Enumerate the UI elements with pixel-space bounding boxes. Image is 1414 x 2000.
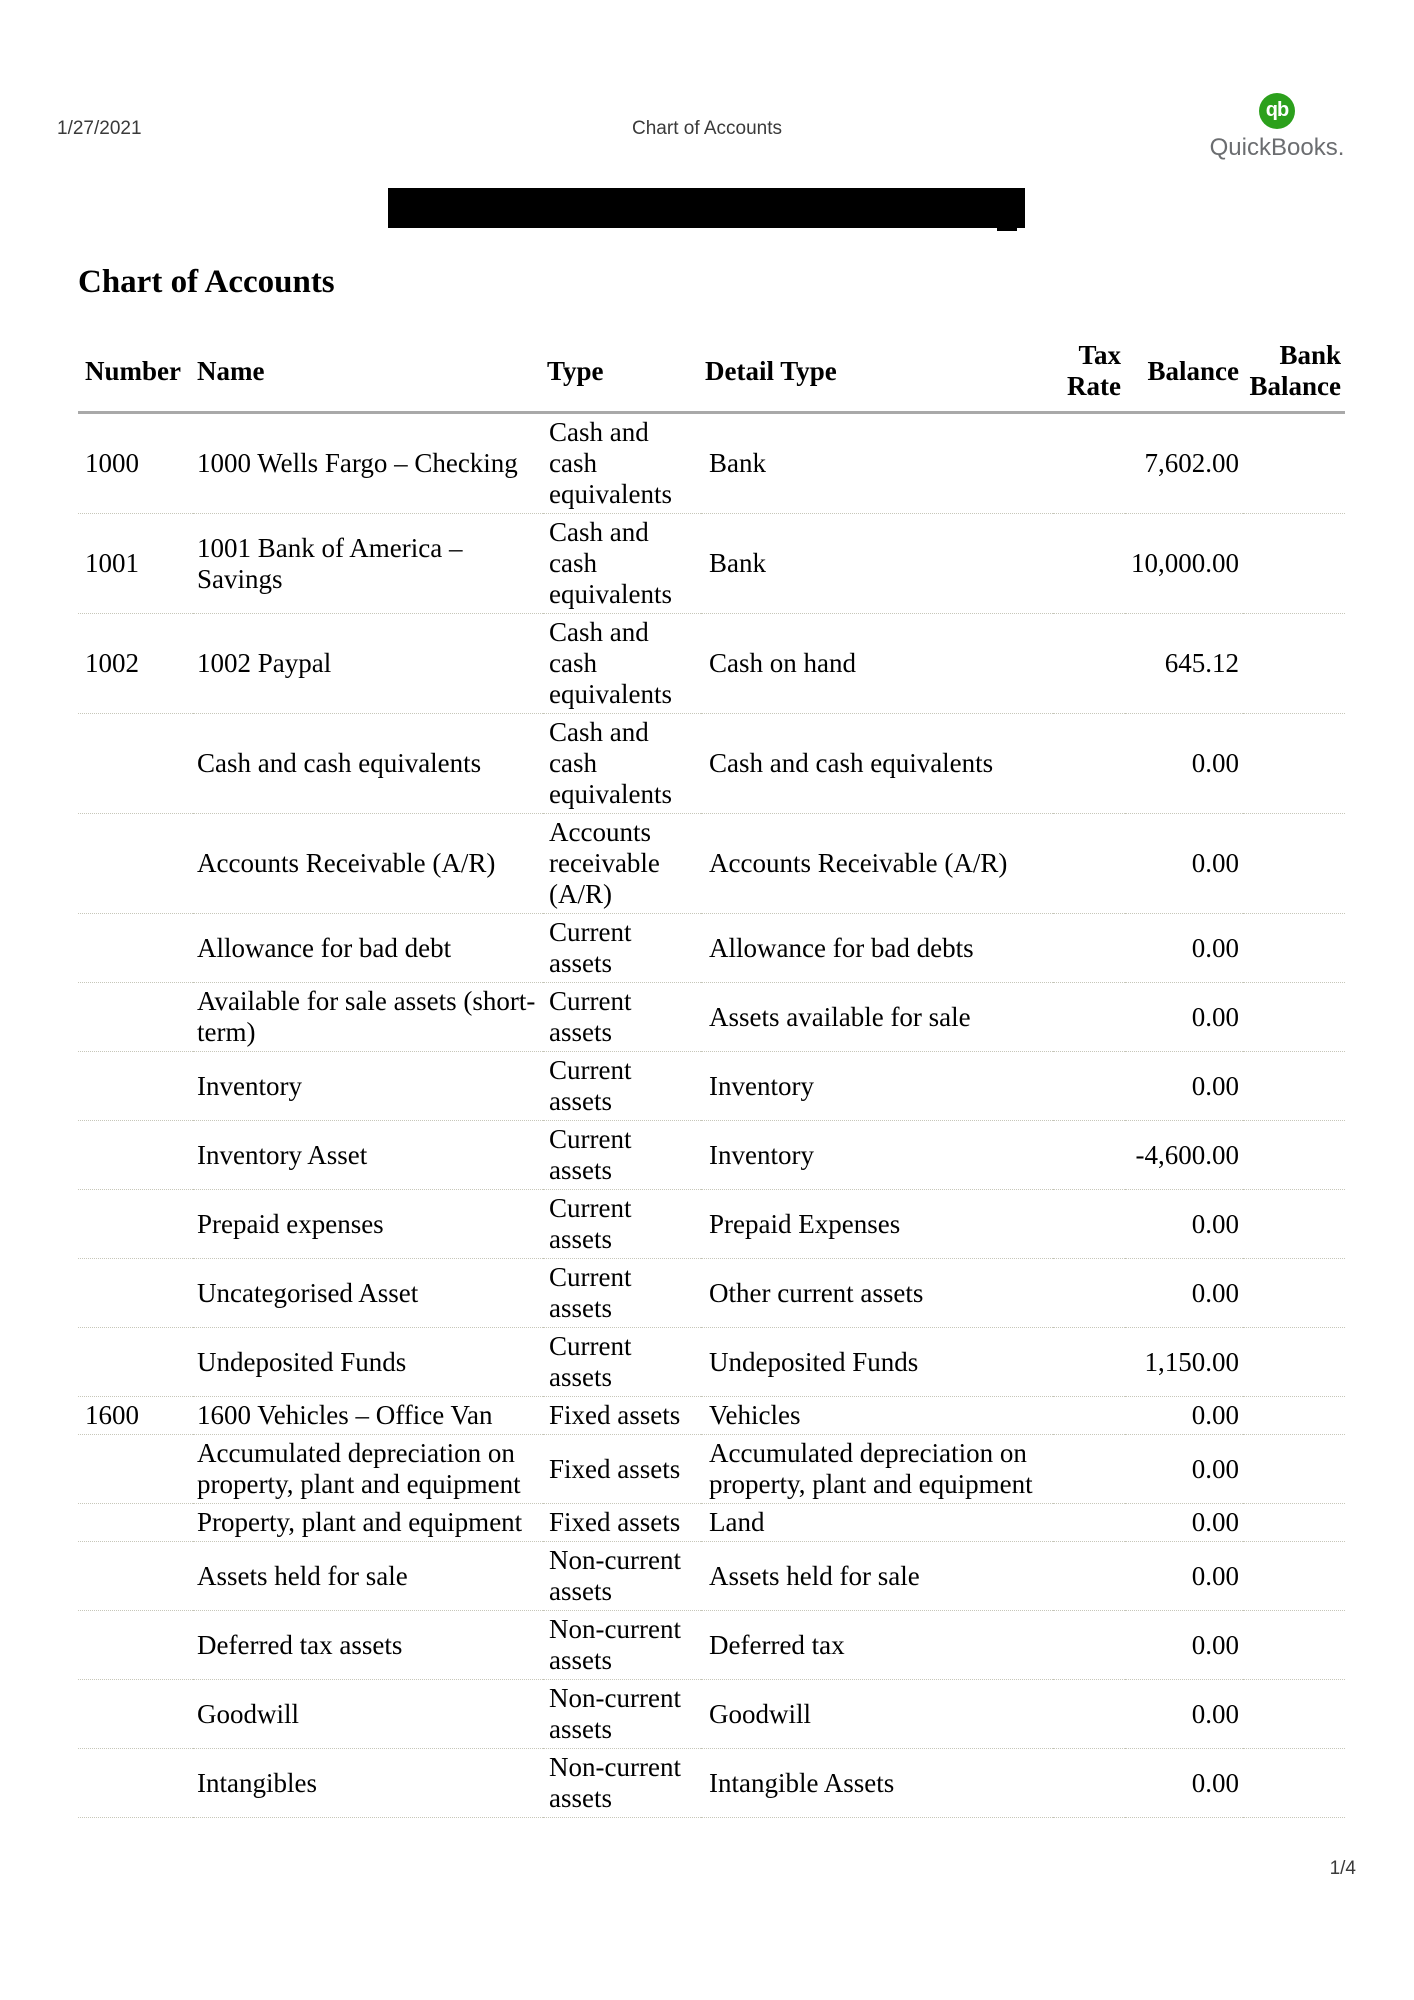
balance-cell: 0.00 bbox=[1125, 983, 1243, 1052]
account-type-cell: Fixed assets bbox=[543, 1397, 701, 1435]
account-number-cell bbox=[78, 814, 193, 914]
redaction-bar bbox=[388, 188, 1025, 228]
account-type-cell: Cash and cash equivalents bbox=[543, 514, 701, 614]
print-header-date: 1/27/2021 bbox=[57, 118, 142, 139]
bank-balance-cell bbox=[1243, 714, 1345, 814]
tax-rate-cell bbox=[1053, 1052, 1125, 1121]
tax-rate-cell bbox=[1053, 1680, 1125, 1749]
tax-rate-cell bbox=[1053, 1328, 1125, 1397]
account-name-cell: Inventory Asset bbox=[193, 1121, 543, 1190]
account-number-cell bbox=[78, 1749, 193, 1818]
tax-rate-cell bbox=[1053, 983, 1125, 1052]
tax-rate-cell bbox=[1053, 1749, 1125, 1818]
balance-cell: 0.00 bbox=[1125, 1680, 1243, 1749]
balance-cell: 0.00 bbox=[1125, 1052, 1243, 1121]
tax-rate-cell bbox=[1053, 1435, 1125, 1504]
column-header-tax-rate: Tax Rate bbox=[1053, 336, 1125, 413]
table-header-row bbox=[78, 336, 1345, 413]
accounts-table-body bbox=[78, 413, 1345, 1818]
table-row bbox=[78, 1611, 1345, 1680]
tax-rate-cell bbox=[1053, 614, 1125, 714]
detail-type-cell: Inventory bbox=[701, 1052, 1053, 1121]
detail-type-cell: Bank bbox=[701, 413, 1053, 514]
balance-cell: 0.00 bbox=[1125, 814, 1243, 914]
balance-cell: 10,000.00 bbox=[1125, 514, 1243, 614]
account-number-cell bbox=[78, 1611, 193, 1680]
detail-type-cell: Inventory bbox=[701, 1121, 1053, 1190]
account-number-cell bbox=[78, 1328, 193, 1397]
balance-cell: 0.00 bbox=[1125, 1542, 1243, 1611]
account-name-cell: Accounts Receivable (A/R) bbox=[193, 814, 543, 914]
bank-balance-cell bbox=[1243, 1749, 1345, 1818]
account-number-cell: 1002 bbox=[78, 614, 193, 714]
column-header-number: Number bbox=[78, 336, 193, 413]
account-number-cell bbox=[78, 1680, 193, 1749]
detail-type-cell: Other current assets bbox=[701, 1259, 1053, 1328]
tax-rate-cell bbox=[1053, 1397, 1125, 1435]
account-type-cell: Current assets bbox=[543, 983, 701, 1052]
account-name-cell: Deferred tax assets bbox=[193, 1611, 543, 1680]
account-type-cell: Accounts receivable (A/R) bbox=[543, 814, 701, 914]
account-type-cell: Fixed assets bbox=[543, 1435, 701, 1504]
balance-cell: 0.00 bbox=[1125, 1611, 1243, 1680]
account-name-cell: Available for sale assets (short-term) bbox=[193, 983, 543, 1052]
bank-balance-cell bbox=[1243, 1504, 1345, 1542]
bank-balance-cell bbox=[1243, 914, 1345, 983]
account-type-cell: Current assets bbox=[543, 1190, 701, 1259]
table-row bbox=[78, 714, 1345, 814]
balance-cell: 645.12 bbox=[1125, 614, 1243, 714]
detail-type-cell: Accumulated depreciation on property, plant and equipment bbox=[701, 1435, 1053, 1504]
bank-balance-cell bbox=[1243, 983, 1345, 1052]
account-name-cell: Goodwill bbox=[193, 1680, 543, 1749]
balance-cell: 0.00 bbox=[1125, 1259, 1243, 1328]
bank-balance-cell bbox=[1243, 614, 1345, 714]
detail-type-cell: Assets available for sale bbox=[701, 983, 1053, 1052]
tax-rate-cell bbox=[1053, 1259, 1125, 1328]
bank-balance-cell bbox=[1243, 1397, 1345, 1435]
bank-balance-cell bbox=[1243, 1328, 1345, 1397]
balance-cell: 1,150.00 bbox=[1125, 1328, 1243, 1397]
account-name-cell: Cash and cash equivalents bbox=[193, 714, 543, 814]
account-name-cell: 1600 Vehicles – Office Van bbox=[193, 1397, 543, 1435]
table-row bbox=[78, 1504, 1345, 1542]
quickbooks-wordmark: QuickBooks. bbox=[1209, 134, 1345, 161]
account-name-cell: Allowance for bad debt bbox=[193, 914, 543, 983]
account-number-cell bbox=[78, 1435, 193, 1504]
table-row bbox=[78, 983, 1345, 1052]
balance-cell: 7,602.00 bbox=[1125, 413, 1243, 514]
balance-cell: 0.00 bbox=[1125, 1397, 1243, 1435]
account-number-cell bbox=[78, 1121, 193, 1190]
detail-type-cell: Bank bbox=[701, 514, 1053, 614]
account-number-cell bbox=[78, 1259, 193, 1328]
table-row bbox=[78, 814, 1345, 914]
table-row bbox=[78, 514, 1345, 614]
account-name-cell: Assets held for sale bbox=[193, 1542, 543, 1611]
page-number: 1/4 bbox=[1329, 1858, 1356, 1879]
report-title: Chart of Accounts bbox=[78, 264, 335, 300]
account-type-cell: Non-current assets bbox=[543, 1680, 701, 1749]
bank-balance-cell bbox=[1243, 1611, 1345, 1680]
account-type-cell: Non-current assets bbox=[543, 1749, 701, 1818]
detail-type-cell: Land bbox=[701, 1504, 1053, 1542]
account-number-cell: 1000 bbox=[78, 413, 193, 514]
account-number-cell bbox=[78, 914, 193, 983]
column-header-bank-balance: Bank Balance bbox=[1243, 336, 1345, 413]
account-type-cell: Cash and cash equivalents bbox=[543, 614, 701, 714]
account-name-cell: Property, plant and equipment bbox=[193, 1504, 543, 1542]
balance-cell: 0.00 bbox=[1125, 714, 1243, 814]
table-row bbox=[78, 1435, 1345, 1504]
table-row bbox=[78, 1121, 1345, 1190]
column-header-detail-type: Detail Type bbox=[701, 336, 1053, 413]
tax-rate-cell bbox=[1053, 714, 1125, 814]
print-header-title: Chart of Accounts bbox=[632, 118, 782, 139]
table-row bbox=[78, 614, 1345, 714]
tax-rate-cell bbox=[1053, 1542, 1125, 1611]
detail-type-cell: Goodwill bbox=[701, 1680, 1053, 1749]
balance-cell: 0.00 bbox=[1125, 1435, 1243, 1504]
table-row bbox=[78, 1259, 1345, 1328]
bank-balance-cell bbox=[1243, 1190, 1345, 1259]
table-row bbox=[78, 1680, 1345, 1749]
detail-type-cell: Cash on hand bbox=[701, 614, 1053, 714]
tax-rate-cell bbox=[1053, 1121, 1125, 1190]
account-type-cell: Fixed assets bbox=[543, 1504, 701, 1542]
detail-type-cell: Assets held for sale bbox=[701, 1542, 1053, 1611]
redaction-artifact bbox=[997, 226, 1017, 231]
account-type-cell: Current assets bbox=[543, 1052, 701, 1121]
account-number-cell bbox=[78, 983, 193, 1052]
table-row bbox=[78, 1749, 1345, 1818]
account-number-cell bbox=[78, 1052, 193, 1121]
account-number-cell bbox=[78, 1190, 193, 1259]
account-type-cell: Current assets bbox=[543, 914, 701, 983]
account-name-cell: 1000 Wells Fargo – Checking bbox=[193, 413, 543, 514]
detail-type-cell: Undeposited Funds bbox=[701, 1328, 1053, 1397]
quickbooks-logo bbox=[1208, 93, 1346, 162]
account-type-cell: Current assets bbox=[543, 1328, 701, 1397]
tax-rate-cell bbox=[1053, 814, 1125, 914]
bank-balance-cell bbox=[1243, 1680, 1345, 1749]
account-number-cell bbox=[78, 1542, 193, 1611]
balance-cell: 0.00 bbox=[1125, 1749, 1243, 1818]
account-name-cell: Accumulated depreciation on property, plant and equipment bbox=[193, 1435, 543, 1504]
bank-balance-cell bbox=[1243, 814, 1345, 914]
table-row bbox=[78, 1190, 1345, 1259]
account-type-cell: Current assets bbox=[543, 1121, 701, 1190]
bank-balance-cell bbox=[1243, 1259, 1345, 1328]
account-type-cell: Cash and cash equivalents bbox=[543, 413, 701, 514]
account-name-cell: Intangibles bbox=[193, 1749, 543, 1818]
detail-type-cell: Cash and cash equivalents bbox=[701, 714, 1053, 814]
detail-type-cell: Allowance for bad debts bbox=[701, 914, 1053, 983]
tax-rate-cell bbox=[1053, 1190, 1125, 1259]
tax-rate-cell bbox=[1053, 1504, 1125, 1542]
account-number-cell: 1001 bbox=[78, 514, 193, 614]
tax-rate-cell bbox=[1053, 413, 1125, 514]
balance-cell: 0.00 bbox=[1125, 1504, 1243, 1542]
bank-balance-cell bbox=[1243, 1435, 1345, 1504]
bank-balance-cell bbox=[1243, 1542, 1345, 1611]
detail-type-cell: Accounts Receivable (A/R) bbox=[701, 814, 1053, 914]
table-row bbox=[78, 413, 1345, 514]
accounts-table bbox=[78, 336, 1345, 1818]
bank-balance-cell bbox=[1243, 413, 1345, 514]
account-number-cell bbox=[78, 714, 193, 814]
account-type-cell: Cash and cash equivalents bbox=[543, 714, 701, 814]
column-header-type: Type bbox=[543, 336, 701, 413]
tax-rate-cell bbox=[1053, 514, 1125, 614]
bank-balance-cell bbox=[1243, 1121, 1345, 1190]
account-name-cell: 1001 Bank of America – Savings bbox=[193, 514, 543, 614]
detail-type-cell: Deferred tax bbox=[701, 1611, 1053, 1680]
account-number-cell bbox=[78, 1504, 193, 1542]
table-row bbox=[78, 1542, 1345, 1611]
account-name-cell: Inventory bbox=[193, 1052, 543, 1121]
balance-cell: -4,600.00 bbox=[1125, 1121, 1243, 1190]
account-name-cell: Prepaid expenses bbox=[193, 1190, 543, 1259]
tax-rate-cell bbox=[1053, 914, 1125, 983]
column-header-name: Name bbox=[193, 336, 543, 413]
balance-cell: 0.00 bbox=[1125, 914, 1243, 983]
balance-cell: 0.00 bbox=[1125, 1190, 1243, 1259]
detail-type-cell: Intangible Assets bbox=[701, 1749, 1053, 1818]
bank-balance-cell bbox=[1243, 514, 1345, 614]
detail-type-cell: Vehicles bbox=[701, 1397, 1053, 1435]
table-row bbox=[78, 1397, 1345, 1435]
tax-rate-cell bbox=[1053, 1611, 1125, 1680]
account-name-cell: 1002 Paypal bbox=[193, 614, 543, 714]
table-row bbox=[78, 1328, 1345, 1397]
account-type-cell: Non-current assets bbox=[543, 1611, 701, 1680]
quickbooks-qb-icon: qb bbox=[1259, 93, 1295, 129]
account-number-cell: 1600 bbox=[78, 1397, 193, 1435]
account-name-cell: Undeposited Funds bbox=[193, 1328, 543, 1397]
bank-balance-cell bbox=[1243, 1052, 1345, 1121]
account-type-cell: Non-current assets bbox=[543, 1542, 701, 1611]
column-header-balance: Balance bbox=[1125, 336, 1243, 413]
table-row bbox=[78, 1052, 1345, 1121]
table-row bbox=[78, 914, 1345, 983]
detail-type-cell: Prepaid Expenses bbox=[701, 1190, 1053, 1259]
account-name-cell: Uncategorised Asset bbox=[193, 1259, 543, 1328]
account-type-cell: Current assets bbox=[543, 1259, 701, 1328]
